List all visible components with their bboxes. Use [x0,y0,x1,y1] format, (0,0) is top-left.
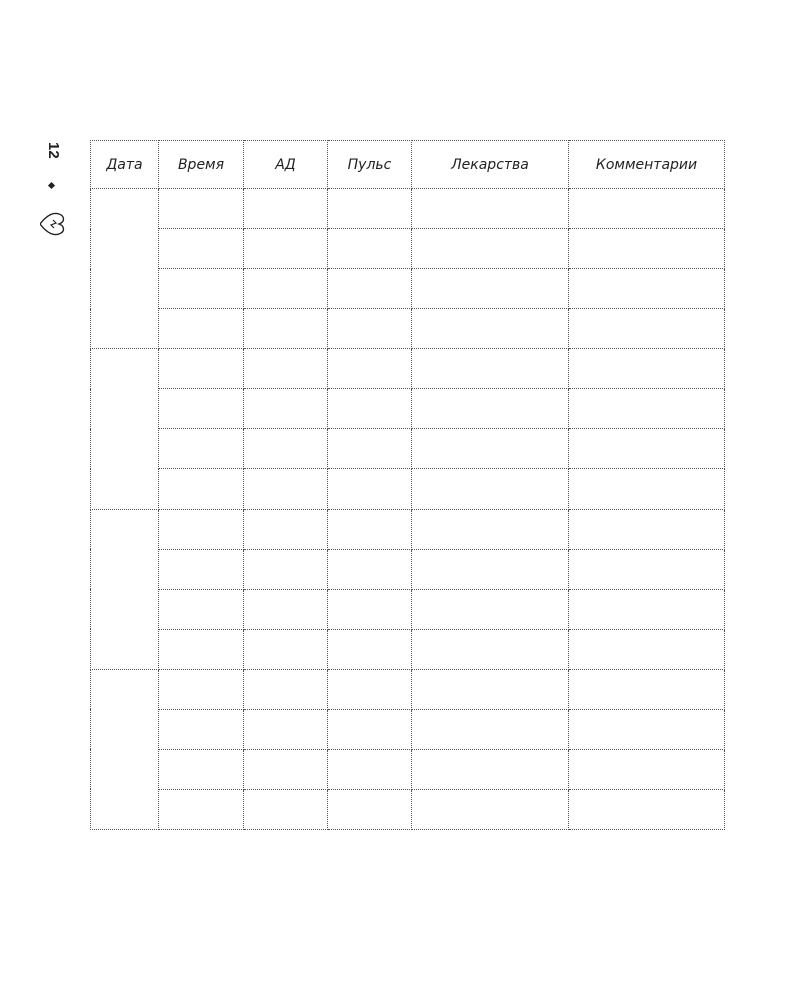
comments-cell[interactable] [569,269,725,309]
pulse-cell[interactable] [328,349,412,389]
blood-pressure-cell[interactable] [244,309,328,349]
blood-pressure-cell[interactable] [244,269,328,309]
blood-pressure-cell[interactable] [244,709,328,749]
bullet-separator [48,182,55,189]
time-cell[interactable] [159,709,244,749]
column-header-medications: Лекарства [412,141,569,189]
table-row [91,629,725,669]
time-cell[interactable] [159,469,244,509]
comments-cell[interactable] [569,589,725,629]
time-cell[interactable] [159,269,244,309]
time-cell[interactable] [159,229,244,269]
pulse-cell[interactable] [328,469,412,509]
medications-cell[interactable] [412,709,569,749]
blood-pressure-cell[interactable] [244,429,328,469]
medications-cell[interactable] [412,309,569,349]
blood-pressure-cell[interactable] [244,469,328,509]
medications-cell[interactable] [412,429,569,469]
table-header-row [91,141,725,189]
pulse-cell[interactable] [328,589,412,629]
blood-pressure-cell[interactable] [244,189,328,229]
medications-cell[interactable] [412,349,569,389]
time-cell[interactable] [159,549,244,589]
blood-pressure-cell[interactable] [244,789,328,829]
comments-cell[interactable] [569,669,725,709]
table-row [91,309,725,349]
table-row [91,509,725,549]
table-row [91,589,725,629]
pulse-cell[interactable] [328,629,412,669]
pulse-cell[interactable] [328,389,412,429]
blood-pressure-cell[interactable] [244,229,328,269]
blood-pressure-cell[interactable] [244,349,328,389]
time-cell[interactable] [159,349,244,389]
table-row [91,229,725,269]
comments-cell[interactable] [569,429,725,469]
time-cell[interactable] [159,669,244,709]
medications-cell[interactable] [412,469,569,509]
time-cell[interactable] [159,429,244,469]
comments-cell[interactable] [569,229,725,269]
pulse-cell[interactable] [328,749,412,789]
table-row [91,669,725,709]
pulse-cell[interactable] [328,229,412,269]
page-margin [40,140,70,260]
medications-cell[interactable] [412,549,569,589]
pulse-cell[interactable] [328,709,412,749]
comments-cell[interactable] [569,349,725,389]
table-row [91,469,725,509]
blood-pressure-cell[interactable] [244,749,328,789]
comments-cell[interactable] [569,509,725,549]
table-row [91,549,725,589]
comments-cell[interactable] [569,389,725,429]
comments-cell[interactable] [569,469,725,509]
table-row [91,709,725,749]
medications-cell[interactable] [412,389,569,429]
pulse-cell[interactable] [328,189,412,229]
pulse-cell[interactable] [328,429,412,469]
time-cell[interactable] [159,789,244,829]
column-header-date: Дата [91,141,159,189]
medications-cell[interactable] [412,789,569,829]
pulse-cell[interactable] [328,309,412,349]
table-row [91,749,725,789]
time-cell[interactable] [159,509,244,549]
date-cell[interactable] [91,669,159,829]
medications-cell[interactable] [412,669,569,709]
column-header-pulse: Пульс [328,141,412,189]
column-header-blood-pressure: АД [244,141,328,189]
date-cell[interactable] [91,189,159,349]
date-cell[interactable] [91,509,159,669]
table-row [91,429,725,469]
medications-cell[interactable] [412,589,569,629]
comments-cell[interactable] [569,789,725,829]
pulse-cell[interactable] [328,509,412,549]
table-row [91,389,725,429]
column-header-time: Время [159,141,244,189]
medications-cell[interactable] [412,509,569,549]
health-log-table [90,140,725,830]
medications-cell[interactable] [412,229,569,269]
time-cell[interactable] [159,309,244,349]
medications-cell[interactable] [412,189,569,229]
pulse-cell[interactable] [328,789,412,829]
comments-cell[interactable] [569,629,725,669]
blood-pressure-cell[interactable] [244,669,328,709]
table-body [91,189,725,830]
blood-pressure-cell[interactable] [244,389,328,429]
comments-cell[interactable] [569,549,725,589]
table-row [91,269,725,309]
table-row [91,349,725,389]
time-cell[interactable] [159,589,244,629]
blood-pressure-cell[interactable] [244,629,328,669]
blood-pressure-cell[interactable] [244,589,328,629]
column-header-comments: Комментарии [569,141,725,189]
comments-cell[interactable] [569,749,725,789]
blood-pressure-cell[interactable] [244,509,328,549]
page-number: 12 [45,142,62,159]
pulse-cell[interactable] [328,269,412,309]
medications-cell[interactable] [412,749,569,789]
medications-cell[interactable] [412,629,569,669]
comments-cell[interactable] [569,309,725,349]
comments-cell[interactable] [569,189,725,229]
table-row [91,189,725,229]
medications-cell[interactable] [412,269,569,309]
time-cell[interactable] [159,189,244,229]
date-cell[interactable] [91,349,159,509]
pulse-cell[interactable] [328,549,412,589]
pulse-cell[interactable] [328,669,412,709]
heart-logo-icon [40,208,66,240]
time-cell[interactable] [159,749,244,789]
time-cell[interactable] [159,629,244,669]
blood-pressure-cell[interactable] [244,549,328,589]
time-cell[interactable] [159,389,244,429]
table-row [91,789,725,829]
comments-cell[interactable] [569,709,725,749]
